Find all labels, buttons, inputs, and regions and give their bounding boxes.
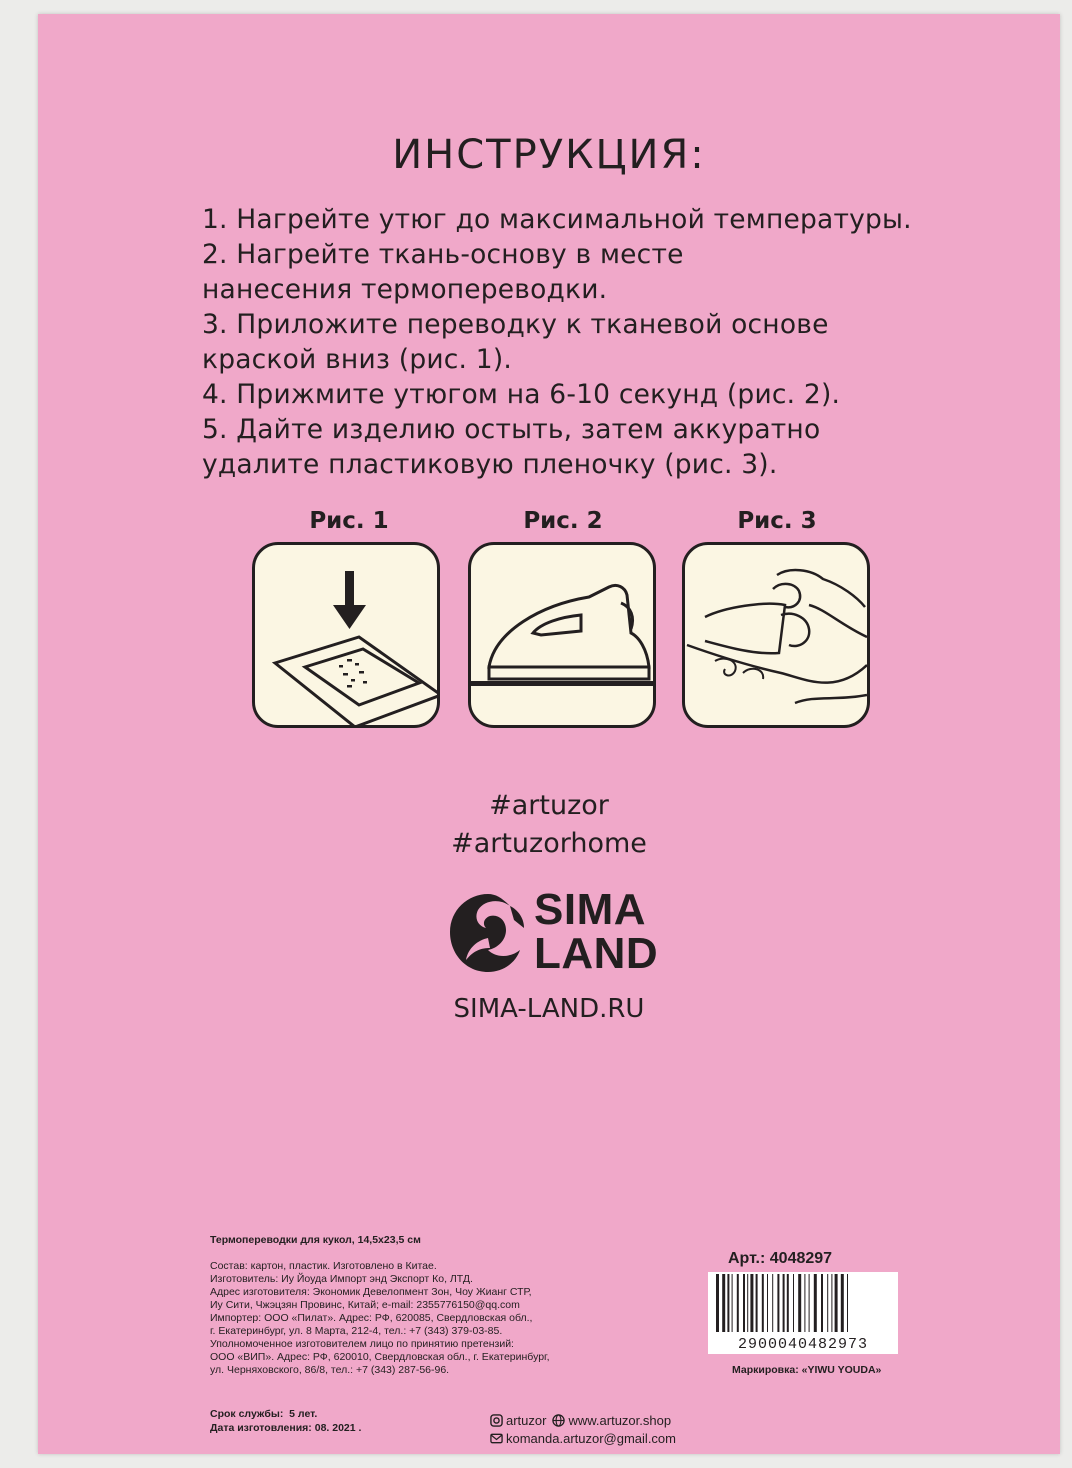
info-line: Иу Сити, Чжэцзян Провинс, Китай; e-mail: 2355776150@qq.com (210, 1299, 520, 1311)
booklet-back-cover (38, 14, 1060, 1454)
info-line: Уполномоченное изготовителем лицо по принятию претензий: (210, 1338, 514, 1350)
article-number: Арт.: 4048297 (728, 1250, 833, 1267)
barcode-bar (809, 1274, 810, 1332)
product-name: Термопереводки для кукол, 14,5х23,5 см (210, 1234, 421, 1246)
step-2: 2. Нагрейте ткань-основу в месте нанесения термопереводки. (202, 239, 684, 305)
info-line: Адрес изготовителя: Экономик Девелопмент Зон, Чоу Жианг СТР, (210, 1286, 532, 1298)
instruction-title: ИНСТРУКЦИЯ: (392, 132, 706, 178)
step-1: 1. Нагрейте утюг до максимальной температуры. (202, 204, 912, 235)
barcode-bar (793, 1274, 794, 1332)
service-life-label: Срок службы: (210, 1408, 284, 1420)
info-line: Состав: картон, пластик. Изготовлено в Китае. (210, 1260, 437, 1272)
barcode-bar (798, 1274, 801, 1332)
product-info (210, 1260, 550, 1377)
barcode-bar (804, 1274, 805, 1332)
barcode-bar (783, 1274, 785, 1332)
step-5: 5. Дайте изделию остыть, затем аккуратно удалите пластиковую пленочку (рис. 3). (202, 414, 821, 480)
barcode-bar (762, 1274, 764, 1332)
service-life (210, 1408, 317, 1421)
barcode-bar (716, 1274, 719, 1332)
service-life-value: 5 лет. (289, 1408, 318, 1420)
barcode-bar (727, 1274, 729, 1332)
arrow-down-transfer-icon (255, 545, 437, 725)
mail-icon (490, 1432, 503, 1445)
brand-line-2: LAND (534, 929, 659, 978)
iron-icon (471, 545, 653, 725)
barcode-bars (708, 1272, 898, 1334)
figure-2 (468, 542, 656, 728)
barcode-bar (777, 1274, 779, 1332)
step-3: 3. Приложите переводку к тканевой основе краской вниз (рис. 1). (202, 309, 829, 375)
figure-3 (682, 542, 870, 728)
instruction-steps (202, 202, 1002, 482)
figure-3-label: Рис. 3 (737, 508, 817, 534)
brand-line-1: SIMA (534, 885, 646, 934)
barcode-bar (737, 1274, 739, 1332)
instagram-icon (490, 1414, 503, 1427)
figure-1 (252, 542, 440, 728)
barcode-bar (767, 1274, 768, 1332)
barcode-bar (827, 1274, 828, 1332)
info-line: Изготовитель: Иу Йоуда Импорт энд Экспорт Ко, ЛТД. (210, 1273, 473, 1285)
peel-film-hand-icon (685, 545, 867, 725)
brand-name (534, 885, 659, 978)
barcode-bar (831, 1274, 832, 1332)
hashtag-artuzorhome: #artuzorhome (451, 828, 647, 859)
figure-2-label: Рис. 2 (523, 508, 603, 534)
barcode-bar (821, 1274, 823, 1332)
manufacture-date-value: 08. 2021 . (314, 1422, 362, 1434)
info-line: ООО «ВИП». Адрес: РФ, 620010, Свердловская обл., г. Екатеринбург, (210, 1351, 550, 1363)
manufacture-date (210, 1422, 361, 1435)
brand-website: SIMA-LAND.RU (453, 994, 645, 1024)
manufacture-date-label: Дата изготовления: (210, 1422, 312, 1434)
info-line: г. Екатеринбург, ул. 8 Марта, 212-4, тел.: +7 (343) 379-03-85. (210, 1325, 503, 1337)
website-link[interactable]: www.artuzor.shop (568, 1412, 672, 1428)
globe-icon (552, 1414, 565, 1427)
barcode-bar (743, 1274, 745, 1332)
instagram-handle[interactable]: artuzor (506, 1412, 547, 1428)
barcode-bar (772, 1274, 773, 1332)
info-line: ул. Черняховского, 86/8, тел.: +7 (343) 287-56-96. (210, 1364, 450, 1376)
marking: Маркировка: «YIWU YOUDA» (732, 1364, 882, 1376)
barcode-bar (747, 1274, 748, 1332)
barcode-bar (814, 1274, 817, 1332)
email-link[interactable]: komanda.artuzor@gmail.com (506, 1430, 676, 1446)
step-4: 4. Прижмите утюгом на 6-10 секунд (рис. 2). (202, 379, 841, 410)
barcode-bar (847, 1274, 848, 1332)
barcode-bar (841, 1274, 844, 1332)
sima-land-logo-icon (444, 888, 530, 978)
barcode-bar (750, 1274, 753, 1332)
barcode-bar (835, 1274, 838, 1332)
barcode-bar (787, 1274, 789, 1332)
barcode-bar (756, 1274, 758, 1332)
info-line: Импортер: ООО «Пилат». Адрес: РФ, 620085, Свердловская обл., (210, 1312, 533, 1324)
barcode-number: 2900040482973 (737, 1336, 869, 1353)
barcode-bar (732, 1274, 733, 1332)
hashtag-artuzor: #artuzor (489, 790, 609, 821)
figure-1-label: Рис. 1 (309, 508, 389, 534)
social-links (490, 1411, 676, 1447)
barcode-bar (722, 1274, 725, 1332)
